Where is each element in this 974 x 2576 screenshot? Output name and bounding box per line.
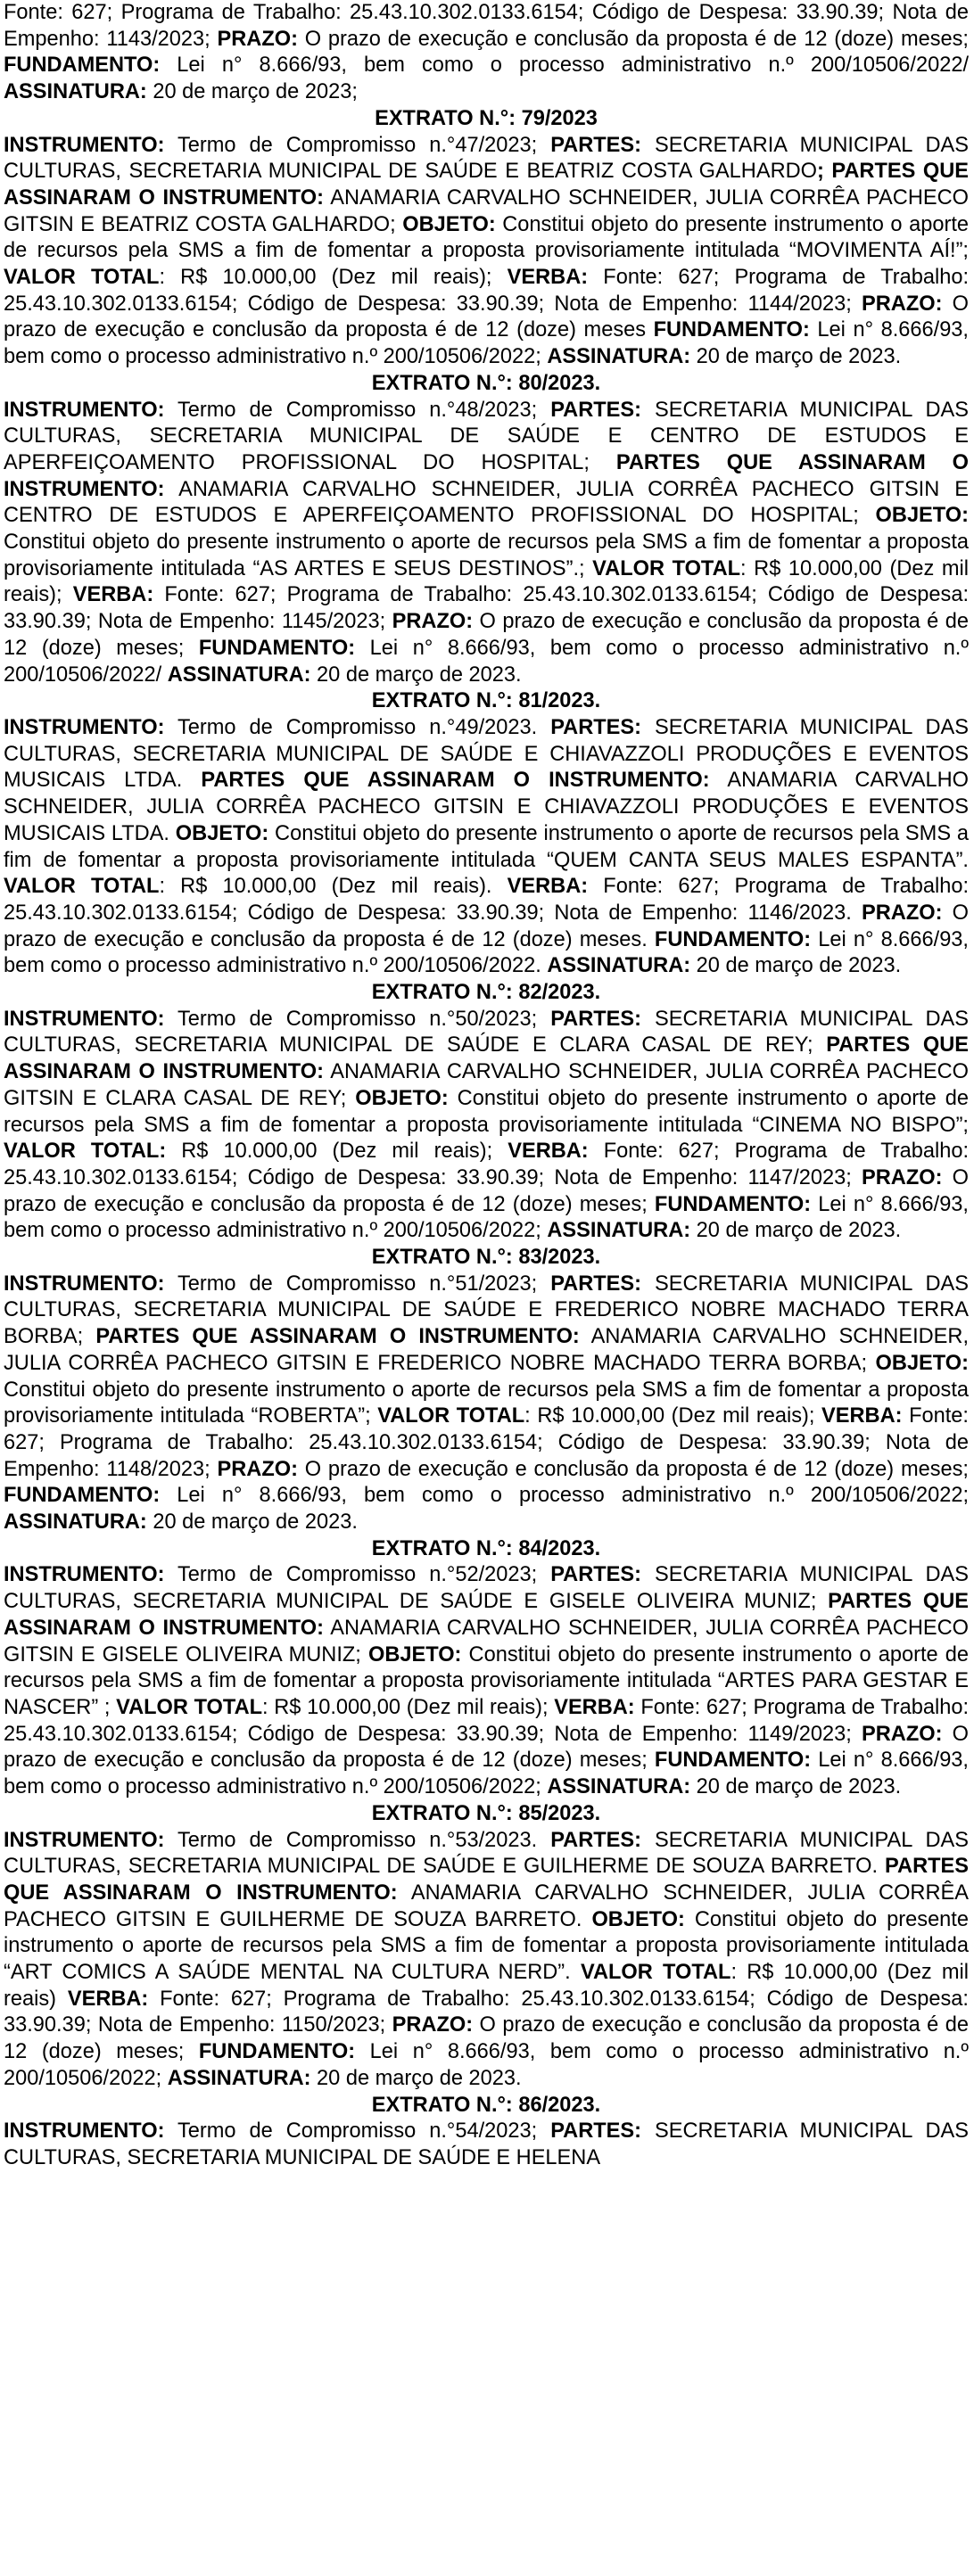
field-label: INSTRUMENTO: xyxy=(4,2119,165,2144)
field-text: Constitui objeto do presente instrumento o aporte de recursos pela SMS a fim de fomentar a proposta provisoriamente intitulada “ART COMICS A SAÚDE MENTAL NA CULTURA NERD”. xyxy=(4,1907,969,1985)
field-text: Lei n° 8.666/93, bem como o processo administrativo n.º 200/10506/2022; xyxy=(160,1484,969,1508)
extrato-paragraph xyxy=(4,1272,969,1536)
field-label: VALOR TOTAL xyxy=(4,875,160,899)
field-text: R$ 10.000,00 (Dez mil reais); xyxy=(166,1140,508,1164)
field-text: : R$ 10.000,00 (Dez mil reais); xyxy=(159,266,508,290)
field-label: VERBA: xyxy=(821,1404,903,1428)
field-label: PRAZO: xyxy=(862,901,943,925)
field-text: Termo de Compromisso n.°54/2023; xyxy=(164,2119,551,2144)
field-text: ANAMARIA CARVALHO SCHNEIDER, JULIA CORRÊA PACHECO GITSIN E CLARA CASAL DE REY; xyxy=(4,1060,969,1110)
field-label: VERBA: xyxy=(507,266,589,290)
extrato-heading xyxy=(4,688,969,715)
extrato-heading xyxy=(4,106,969,133)
field-text: SECRETARIA MUNICIPAL DAS CULTURAS, SECRETARIA MUNICIPAL DE SAÚDE E CENTRO DE ESTUDOS E APERFEIÇOAMENTO PROFISSIONAL DO HOSPITAL; xyxy=(4,398,969,474)
field-text: : R$ 10.000,00 (Dez mil reais). xyxy=(159,875,508,899)
field-text: Lei n° 8.666/93, bem como o processo administrativo n.º 200/10506/2022; xyxy=(4,318,969,369)
field-text: 84/2023. xyxy=(512,1536,601,1560)
field-label: PRAZO: xyxy=(392,610,474,634)
field-label: VERBA: xyxy=(554,1696,635,1719)
field-text: O prazo de execução e conclusão da proposta é de 12 (doze) meses xyxy=(4,292,969,342)
field-label: ASSINATURA: xyxy=(547,1775,691,1799)
field-label: FUNDAMENTO: xyxy=(198,2040,356,2064)
field-label: INSTRUMENTO: xyxy=(4,1828,165,1852)
field-label: ; PARTES QUE ASSINARAM O INSTRUMENTO: xyxy=(4,160,969,210)
field-text: 20 de março de 2023. xyxy=(690,345,902,369)
field-label: ASSINATURA: xyxy=(547,345,691,369)
field-text: 20 de março de 2023. xyxy=(690,1775,902,1799)
field-label: VALOR TOTAL: xyxy=(4,1140,167,1164)
field-text: 20 de março de 2023. xyxy=(690,954,902,978)
field-label: ASSINATURA: xyxy=(4,80,147,104)
extrato-paragraph xyxy=(4,1562,969,1800)
field-text: : R$ 10.000,00 (Dez mil reais); xyxy=(4,556,969,607)
field-label: VERBA: xyxy=(72,583,154,607)
field-label: OBJETO: xyxy=(875,504,969,528)
field-label: PARTES: xyxy=(550,1007,641,1031)
field-text: Fonte: 627; Programa de Trabalho: 25.43.10.302.0133.6154; Código de Despesa: 33.90.39; Nota de Empenho: 1148/2023; xyxy=(4,1404,969,1481)
field-label: EXTRATO N.°: xyxy=(371,1801,513,1825)
field-label: PRAZO: xyxy=(217,27,298,51)
field-label: PARTES: xyxy=(550,1828,641,1852)
field-label: VERBA: xyxy=(67,1987,149,2011)
extrato-heading xyxy=(4,1801,969,1828)
field-label: OBJETO: xyxy=(591,1907,685,1931)
field-text: Termo de Compromisso n.°50/2023; xyxy=(164,1007,551,1031)
field-label: ASSINATURA: xyxy=(547,954,691,978)
field-label: ASSINATURA: xyxy=(4,1510,147,1535)
field-text: SECRETARIA MUNICIPAL DAS CULTURAS, SECRETARIA MUNICIPAL DE SAÚDE E FREDERICO NOBRE MACHADO TERRA BORBA; xyxy=(4,1272,969,1349)
field-text: O prazo de execução e conclusão da proposta é de 12 (doze) meses; xyxy=(4,2013,969,2064)
field-text: Lei n° 8.666/93, bem como o processo administrativo n.º 200/10506/2022; xyxy=(4,1192,969,1243)
field-label: INSTRUMENTO: xyxy=(4,133,165,157)
field-text: Lei n° 8.666/93, bem como o processo administrativo n.º 200/10506/2022; xyxy=(4,2040,969,2090)
field-text: 20 de março de 2023. xyxy=(690,1219,902,1243)
field-text: 82/2023. xyxy=(512,981,601,1005)
field-text: Lei n° 8.666/93, bem como o processo administrativo n.º 200/10506/2022/ xyxy=(160,53,969,78)
field-label: PARTES QUE ASSINARAM O INSTRUMENTO: xyxy=(95,1325,580,1349)
field-label: PARTES QUE ASSINARAM O INSTRUMENTO: xyxy=(4,450,970,501)
extrato-heading xyxy=(4,2093,969,2119)
field-text: SECRETARIA MUNICIPAL DAS CULTURAS, SECRETARIA MUNICIPAL DE SAÚDE E CLARA CASAL DE REY; xyxy=(4,1007,969,1058)
field-text: Lei n° 8.666/93, bem como o processo administrativo n.º 200/10506/2022; xyxy=(4,1749,969,1799)
field-label: VALOR TOTAL xyxy=(580,1961,731,1985)
field-text: 83/2023. xyxy=(512,1246,601,1270)
field-text: Constitui objeto do presente instrumento o aporte de recursos pela SMS a fim de fomentar a proposta provisoriamente intitulada “ARTES PARA GESTAR E NASCER” ; xyxy=(4,1642,969,1719)
field-label: OBJETO: xyxy=(367,1642,462,1667)
field-text: ANAMARIA CARVALHO SCHNEIDER, JULIA CORRÊA PACHECO GITSIN E CHIAVAZZOLI PRODUÇÕES E EVENTOS MUSICAIS LTDA. xyxy=(4,769,969,845)
field-label: FUNDAMENTO: xyxy=(654,1749,812,1773)
field-text: Lei n° 8.666/93, bem como o processo administrativo n.º 200/10506/2022. xyxy=(4,927,969,978)
field-text: O prazo de execução e conclusão da proposta é de 12 (doze) meses. xyxy=(4,901,969,951)
field-text: : R$ 10.000,00 (Dez mil reais) xyxy=(4,1961,969,2011)
field-label: EXTRATO N.°: xyxy=(371,689,513,713)
field-text: O prazo de execução e conclusão da proposta é de 12 (doze) meses; xyxy=(4,610,969,660)
field-label: VALOR TOTAL xyxy=(4,266,160,290)
field-label: INSTRUMENTO: xyxy=(4,1007,165,1031)
field-label: PARTES QUE ASSINARAM O INSTRUMENTO: xyxy=(201,769,710,793)
field-label: PRAZO: xyxy=(862,292,943,316)
field-text: SECRETARIA MUNICIPAL DAS CULTURAS, SECRETARIA MUNICIPAL DE SAÚDE E BEATRIZ COSTA GALHARDO xyxy=(4,133,969,184)
field-label: FUNDAMENTO: xyxy=(654,1192,812,1216)
field-text: Termo de Compromisso n.°53/2023. xyxy=(164,1828,551,1852)
extrato-paragraph xyxy=(4,1828,969,2093)
extrato-paragraph xyxy=(4,133,969,371)
field-text: Constitui objeto do presente instrumento o aporte de recursos pela SMS a fim de fomentar a proposta provisoriamente intitulada “MOVIMENTA AÍ!”; xyxy=(4,212,969,263)
field-label: OBJETO: xyxy=(402,212,496,236)
field-text: Fonte: 627; Programa de Trabalho: 25.43.10.302.0133.6154; Código de Despesa: 33.90.39; Nota de Empenho: 1145/2023; xyxy=(4,583,969,634)
field-label: EXTRATO N.°: xyxy=(371,981,513,1005)
field-text: 20 de março de 2023. xyxy=(146,1510,358,1535)
field-text: O prazo de execução e conclusão da proposta é de 12 (doze) meses; xyxy=(297,1457,969,1481)
field-label: PRAZO: xyxy=(392,2013,474,2037)
field-text: O prazo de execução e conclusão da proposta é de 12 (doze) meses; xyxy=(4,1165,969,1216)
field-label: PARTES QUE ASSINARAM O INSTRUMENTO: xyxy=(4,1590,969,1640)
extrato-paragraph xyxy=(4,715,969,980)
field-text: 20 de março de 2023; xyxy=(146,80,358,104)
field-text: SECRETARIA MUNICIPAL DAS CULTURAS, SECRETARIA MUNICIPAL DE SAÚDE E GISELE OLIVEIRA MUNIZ; xyxy=(4,1563,969,1614)
field-text: ANAMARIA CARVALHO SCHNEIDER, JULIA CORRÊA PACHECO GITSIN E BEATRIZ COSTA GALHARDO; xyxy=(4,185,969,236)
field-text: O prazo de execução e conclusão da proposta é de 12 (doze) meses; xyxy=(297,27,969,51)
field-text: Termo de Compromisso n.°51/2023; xyxy=(164,1272,551,1296)
extrato-paragraph xyxy=(4,398,969,689)
field-text: 79/2023 xyxy=(516,106,598,130)
field-label: FUNDAMENTO: xyxy=(653,318,810,342)
field-label: PARTES: xyxy=(550,2119,641,2144)
field-text: SECRETARIA MUNICIPAL DAS CULTURAS, SECRETARIA MUNICIPAL DE SAÚDE E CHIAVAZZOLI PRODUÇÕES E EVENTOS MUSICAIS LTDA. xyxy=(4,715,969,793)
field-label: PARTES: xyxy=(550,133,641,157)
field-label: PARTES: xyxy=(550,1563,641,1587)
field-text: ANAMARIA CARVALHO SCHNEIDER, JULIA CORRÊA PACHECO GITSIN E FREDERICO NOBRE MACHADO TERRA BORBA; xyxy=(4,1325,969,1375)
extrato-heading xyxy=(4,1536,969,1563)
field-text: Lei n° 8.666/93, bem como o processo administrativo n.º 200/10506/2022/ xyxy=(4,636,969,687)
field-label: PARTES QUE ASSINARAM O INSTRUMENTO: xyxy=(4,1033,969,1084)
field-label: ASSINATURA: xyxy=(167,663,311,687)
field-text: Termo de Compromisso n.°48/2023; xyxy=(164,398,551,422)
extrato-heading xyxy=(4,371,969,398)
field-text: Constitui objeto do presente instrumento o aporte de recursos pela SMS a fim de fomentar a proposta provisoriamente intitulada “CINEMA NO BISPO”; xyxy=(4,1086,969,1137)
field-text: Termo de Compromisso n.°47/2023; xyxy=(164,133,551,157)
field-text: 20 de março de 2023. xyxy=(310,2066,522,2090)
field-text: Fonte: 627; Programa de Trabalho: 25.43.10.302.0133.6154; Código de Despesa: 33.90.39; Nota de Empenho: 1150/2023; xyxy=(4,1987,969,2037)
field-label: INSTRUMENTO: xyxy=(4,1272,165,1296)
field-text: 86/2023. xyxy=(512,2093,601,2117)
field-label: EXTRATO N.°: xyxy=(371,1246,513,1270)
extrato-paragraph xyxy=(4,1007,969,1245)
extrato-paragraph xyxy=(4,0,969,106)
field-label: OBJETO: xyxy=(875,1351,969,1375)
field-text: 85/2023. xyxy=(512,1801,601,1825)
extrato-heading xyxy=(4,1245,969,1272)
field-label: FUNDAMENTO: xyxy=(198,636,356,660)
extrato-heading xyxy=(4,980,969,1007)
field-label: PARTES: xyxy=(550,1272,641,1296)
field-text: SECRETARIA MUNICIPAL DAS CULTURAS, SECRETARIA MUNICIPAL DE SAÚDE E GUILHERME DE SOUZA BARRETO. xyxy=(4,1828,969,1879)
field-label: INSTRUMENTO: xyxy=(4,398,165,422)
field-label: VERBA: xyxy=(508,1140,589,1164)
field-label: INSTRUMENTO: xyxy=(4,1563,165,1587)
field-label: PRAZO: xyxy=(862,1722,943,1746)
field-text: Fonte: 627; Programa de Trabalho: 25.43.10.302.0133.6154; Código de Despesa: 33.90.39; Nota de Empenho: 1146/2023. xyxy=(4,875,969,925)
field-text: Constitui objeto do presente instrumento o aporte de recursos pela SMS a fim de fomentar a proposta provisoriamente intitulada “AS ARTES E SEUS DESTINOS”.; xyxy=(4,531,969,580)
field-text: : R$ 10.000,00 (Dez mil reais); xyxy=(262,1696,555,1719)
field-text: SECRETARIA MUNICIPAL DAS CULTURAS, SECRETARIA MUNICIPAL DE SAÚDE E HELENA xyxy=(4,2119,969,2169)
field-label: EXTRATO N.°: xyxy=(371,1536,513,1560)
field-label: ASSINATURA: xyxy=(167,2066,311,2090)
field-label: FUNDAMENTO: xyxy=(4,53,161,78)
field-label: OBJETO: xyxy=(355,1086,449,1110)
field-label: EXTRATO N.°: xyxy=(371,371,513,395)
field-text: 20 de março de 2023. xyxy=(310,663,522,687)
extrato-paragraph xyxy=(4,2119,969,2171)
field-label: EXTRATO N.°: xyxy=(375,106,516,130)
field-label: PARTES: xyxy=(550,715,641,739)
field-text: Fonte: 627; Programa de Trabalho: 25.43.10.302.0133.6154; Código de Despesa: 33.90.39; Nota de Empenho: 1149/2023; xyxy=(4,1696,969,1746)
field-text: 80/2023. xyxy=(512,371,601,395)
field-label: FUNDAMENTO: xyxy=(654,927,812,951)
field-text: Fonte: 627; Programa de Trabalho: 25.43.10.302.0133.6154; Código de Despesa: 33.90.39; Nota de Empenho: 1143/2023; xyxy=(4,1,969,51)
field-text: Fonte: 627; Programa de Trabalho: 25.43.10.302.0133.6154; Código de Despesa: 33.90.39; Nota de Empenho: 1144/2023; xyxy=(4,266,969,316)
field-text: 81/2023. xyxy=(512,689,601,713)
field-label: INSTRUMENTO: xyxy=(4,715,165,739)
field-label: VERBA: xyxy=(507,875,589,899)
field-label: PARTES: xyxy=(550,398,641,422)
field-text: Fonte: 627; Programa de Trabalho: 25.43.10.302.0133.6154; Código de Despesa: 33.90.39; Nota de Empenho: 1147/2023; xyxy=(4,1140,970,1189)
field-label: OBJETO: xyxy=(175,821,269,845)
field-text: ANAMARIA CARVALHO SCHNEIDER, JULIA CORRÊA PACHECO GITSIN E GUILHERME DE SOUZA BARRETO. xyxy=(4,1881,969,1931)
field-label: PRAZO: xyxy=(217,1457,298,1481)
field-text: : R$ 10.000,00 (Dez mil reais); xyxy=(524,1404,822,1428)
field-label: ASSINATURA: xyxy=(547,1219,691,1243)
field-label: VALOR TOTAL xyxy=(592,556,741,580)
field-text: O prazo de execução e conclusão da proposta é de 12 (doze) meses; xyxy=(4,1722,969,1773)
field-text: Termo de Compromisso n.°52/2023; xyxy=(164,1563,551,1587)
field-label: PRAZO: xyxy=(862,1165,943,1189)
field-label: VALOR TOTAL xyxy=(377,1404,525,1428)
field-label: EXTRATO N.°: xyxy=(371,2093,513,2117)
field-label: PARTES QUE ASSINARAM O INSTRUMENTO: xyxy=(4,1855,969,1905)
field-text: Constitui objeto do presente instrumento o aporte de recursos pela SMS a fim de fomentar a proposta provisoriamente intitulada “ROBERTA”; xyxy=(4,1378,969,1428)
field-text: Constitui objeto do presente instrumento o aporte de recursos pela SMS a fim de fomentar a proposta provisoriamente intitulada “QUEM CANTA SEUS MALES ESPANTA”. xyxy=(4,821,969,872)
field-label: VALOR TOTAL xyxy=(116,1696,263,1719)
field-text: Termo de Compromisso n.°49/2023. xyxy=(164,715,551,739)
field-text: ANAMARIA CARVALHO SCHNEIDER, JULIA CORRÊA PACHECO GITSIN E CENTRO DE ESTUDOS E APERFEIÇOAMENTO PROFISSIONAL DO HOSPITAL; xyxy=(4,477,969,528)
field-text: ANAMARIA CARVALHO SCHNEIDER, JULIA CORRÊA PACHECO GITSIN E GISELE OLIVEIRA MUNIZ; xyxy=(4,1616,969,1667)
field-label: FUNDAMENTO: xyxy=(4,1484,161,1508)
